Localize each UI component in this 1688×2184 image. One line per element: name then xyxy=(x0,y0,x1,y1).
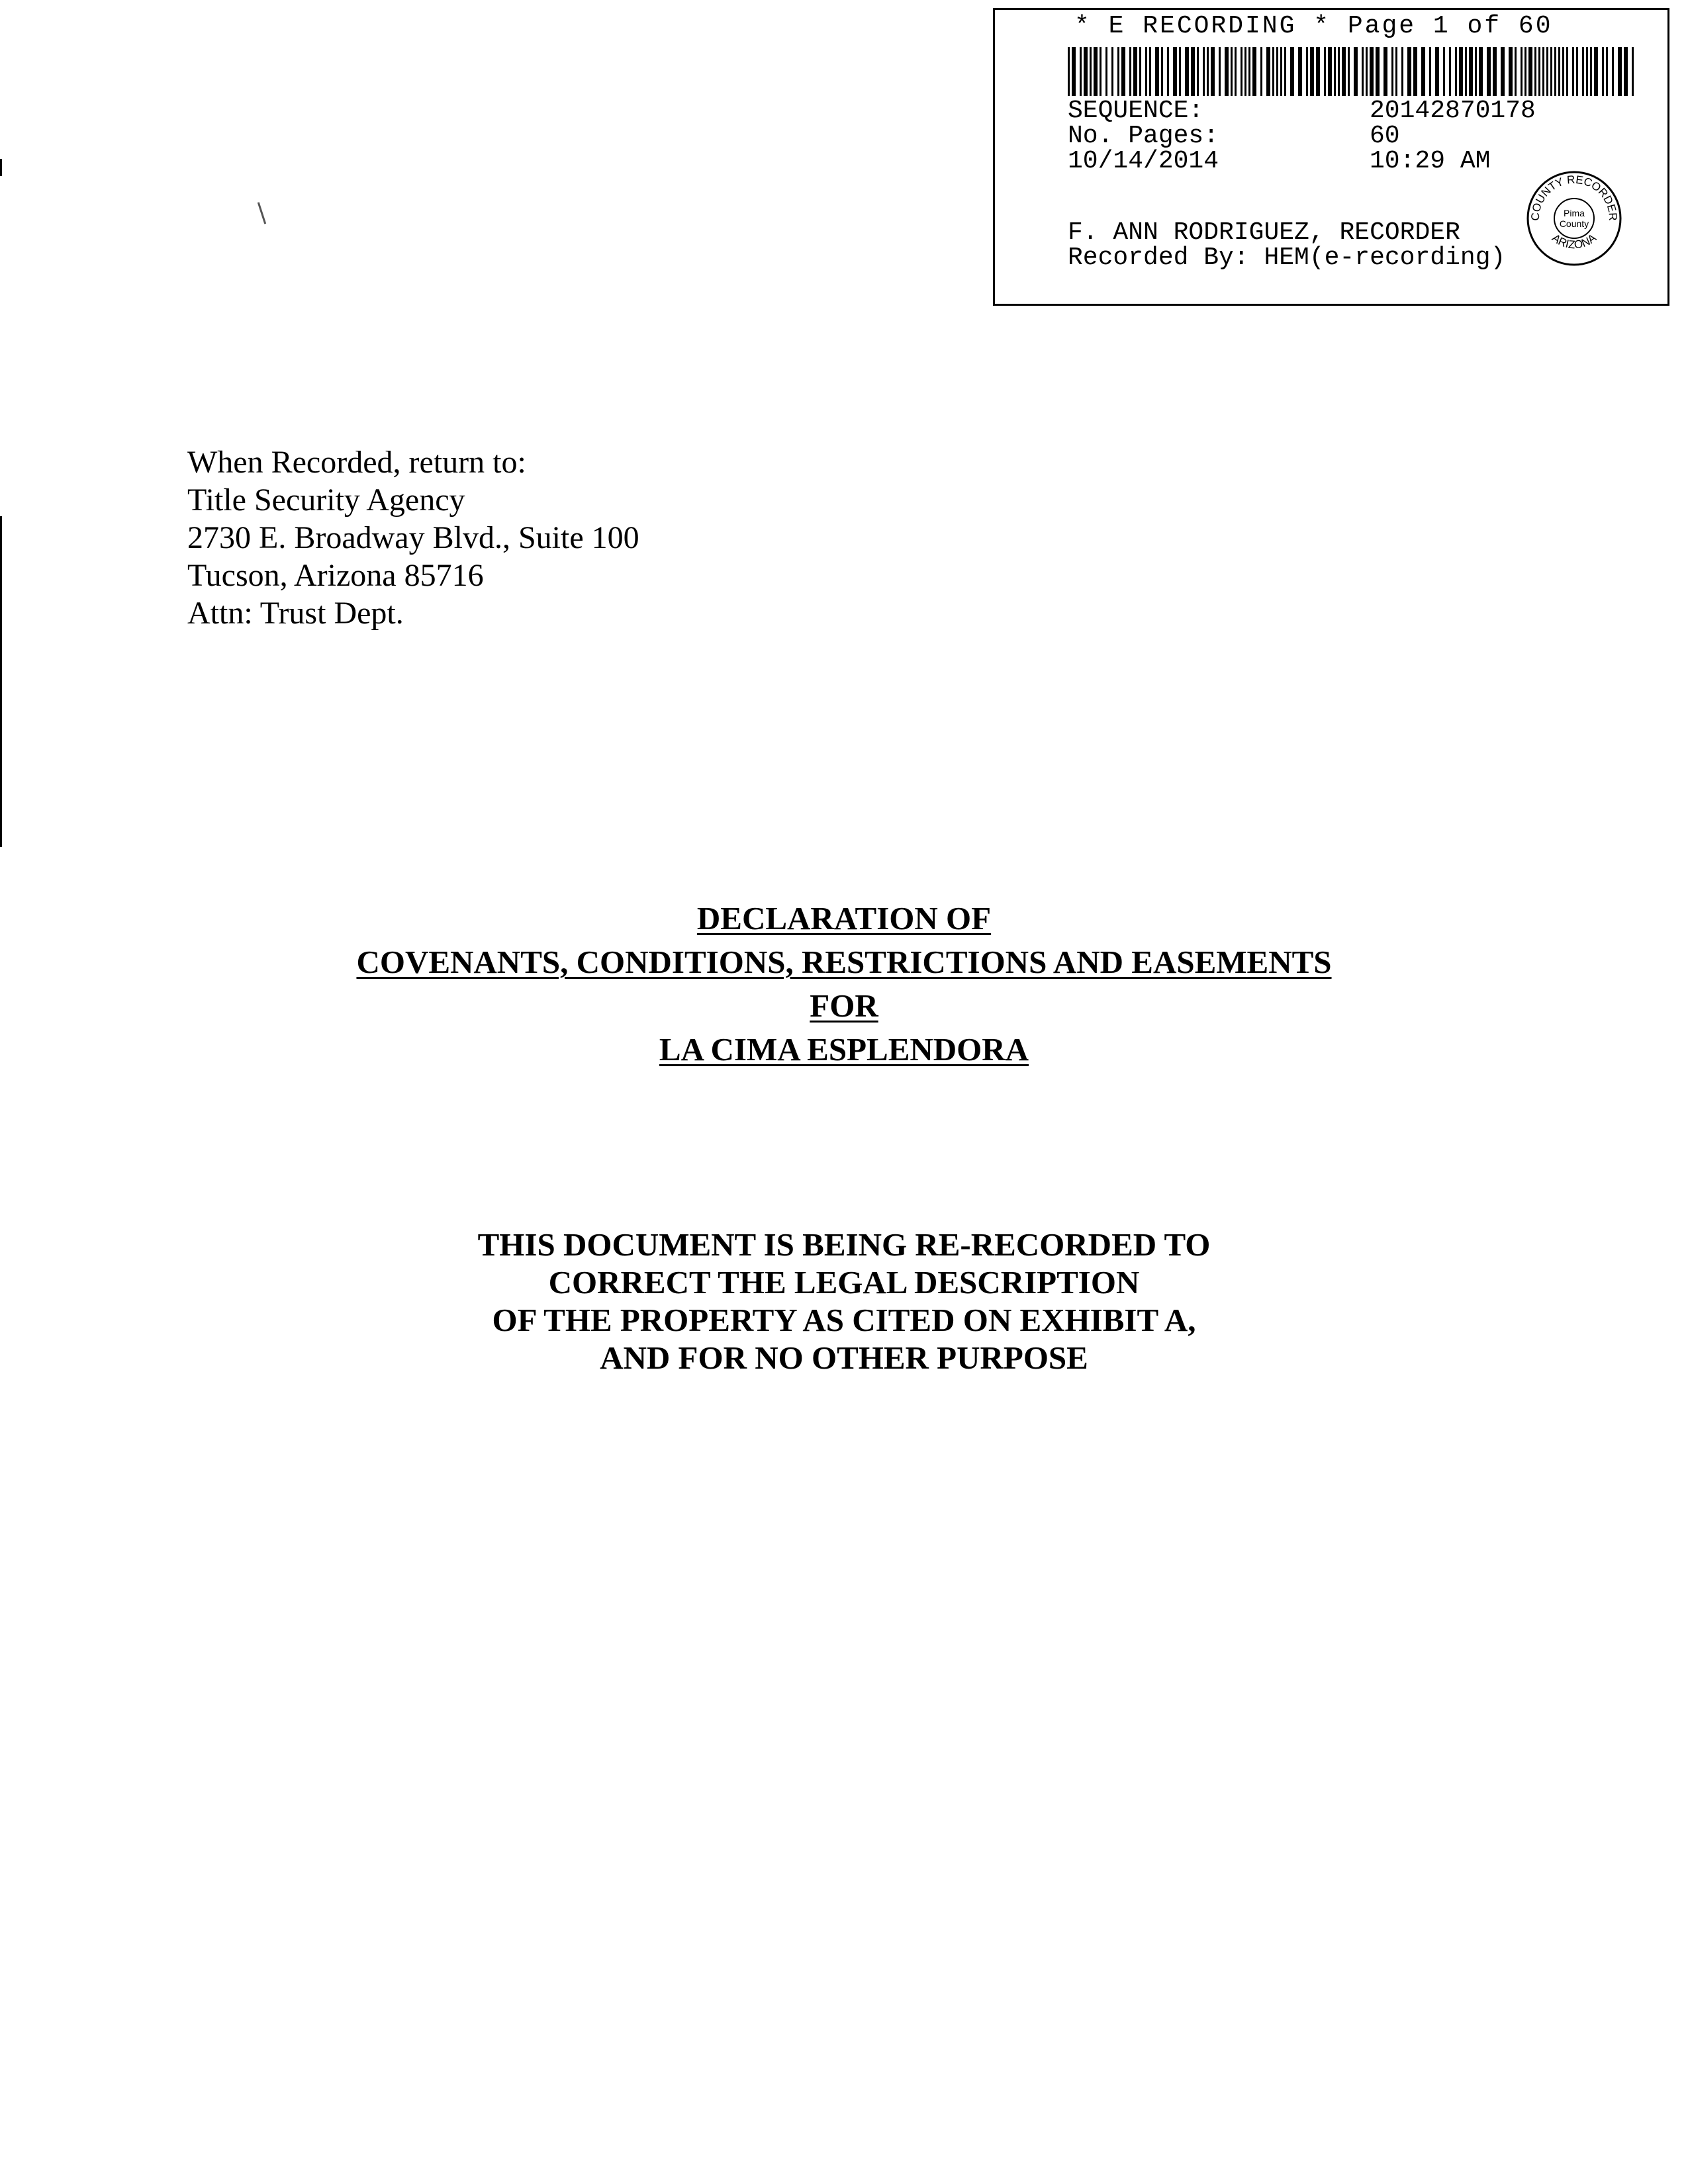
stamp-label: No. Pages: xyxy=(1068,122,1219,150)
barcode-bar xyxy=(1594,47,1598,96)
document-title xyxy=(0,897,1688,1071)
barcode-bar xyxy=(1235,47,1237,96)
barcode-bar xyxy=(1602,47,1604,96)
barcode-bar xyxy=(1572,47,1574,96)
barcode-bar xyxy=(1090,47,1092,96)
barcode-bar xyxy=(1590,47,1592,96)
barcode-bar xyxy=(1310,47,1314,96)
barcode-bar xyxy=(1554,47,1556,96)
stamp-value: 60 xyxy=(1370,122,1400,150)
seal-center-line-1: Pima xyxy=(1564,208,1585,218)
title-line: DECLARATION OF xyxy=(696,900,992,936)
barcode-bar xyxy=(1173,47,1177,96)
recording-stamp xyxy=(993,8,1669,306)
notice-line: CORRECT THE LEGAL DESCRIPTION xyxy=(548,1264,1140,1300)
barcode-bar xyxy=(1211,47,1215,96)
stamp-value: 20142870178 xyxy=(1370,97,1536,125)
barcode-bar xyxy=(1298,47,1302,96)
notice-line: OF THE PROPERTY AS CITED ON EXHIBIT A, xyxy=(492,1302,1196,1338)
barcode-bar xyxy=(1538,47,1540,96)
barcode-bar xyxy=(1276,47,1278,96)
barcode-bar xyxy=(1521,47,1523,96)
barcode-bar xyxy=(1306,47,1308,96)
barcode-bar xyxy=(1342,47,1346,96)
seal-center-line-2: County xyxy=(1559,218,1589,229)
barcode-bar xyxy=(1185,47,1189,96)
barcode-bar xyxy=(1284,47,1286,96)
barcode-bar xyxy=(1465,47,1467,96)
barcode-bar xyxy=(1272,47,1274,96)
barcode-bar xyxy=(1413,47,1417,96)
stamp-row-date xyxy=(1068,149,1490,174)
return-address xyxy=(187,443,639,632)
barcode-bar xyxy=(1121,47,1125,96)
scan-edge-mark xyxy=(0,516,2,847)
barcode-bar xyxy=(1266,47,1270,96)
return-address-line: 2730 E. Broadway Blvd., Suite 100 xyxy=(187,520,639,555)
seal-top-text: COUNTY RECORDER xyxy=(1528,173,1620,221)
stamp-label: SEQUENCE: xyxy=(1068,97,1204,125)
barcode-bar xyxy=(1576,47,1578,96)
stamp-row-pages xyxy=(1068,124,1400,149)
barcode-bar xyxy=(1509,47,1513,96)
barcode-bar xyxy=(1362,47,1364,96)
return-address-line: When Recorded, return to: xyxy=(187,445,526,480)
stamp-header: * E RECORDING * Page 1 of 60 xyxy=(1074,12,1553,40)
barcode-bar xyxy=(1280,47,1282,96)
barcode-bar xyxy=(1435,47,1439,96)
return-address-line: Attn: Trust Dept. xyxy=(187,596,404,631)
barcode-bar xyxy=(1111,47,1113,96)
scan-tick-mark xyxy=(258,202,266,224)
barcode-bar xyxy=(1167,47,1169,96)
barcode-bar xyxy=(1207,47,1209,96)
barcode-bar xyxy=(1487,47,1491,96)
barcode-bar xyxy=(1248,47,1250,96)
return-address-line: Tucson, Arizona 85716 xyxy=(187,558,484,593)
barcode-bar xyxy=(1328,47,1332,96)
scan-edge-mark xyxy=(0,159,2,176)
barcode-bar xyxy=(1179,47,1181,96)
barcode-bar xyxy=(1391,47,1393,96)
barcode-bar xyxy=(1094,47,1098,96)
barcode-bar xyxy=(1534,47,1536,96)
barcode-bar xyxy=(1244,47,1246,96)
notice-line: THIS DOCUMENT IS BEING RE-RECORDED TO xyxy=(477,1226,1211,1263)
stamp-label: 10/14/2014 xyxy=(1068,147,1219,175)
barcode-bar xyxy=(1370,47,1374,96)
barcode-bar xyxy=(1586,47,1588,96)
barcode-bar xyxy=(1117,47,1119,96)
barcode-bar xyxy=(1231,47,1233,96)
barcode-bar xyxy=(1290,47,1294,96)
barcode-bar xyxy=(1624,47,1628,96)
title-line: COVENANTS, CONDITIONS, RESTRICTIONS AND EASEMENTS xyxy=(356,944,1332,980)
barcode-bar xyxy=(1475,47,1477,96)
barcode-bar xyxy=(1080,47,1082,96)
barcode-bar xyxy=(1161,47,1163,96)
barcode-bar xyxy=(1324,47,1326,96)
barcode-bar xyxy=(1459,47,1463,96)
stamp-value: 10:29 AM xyxy=(1370,147,1491,175)
barcode-bar xyxy=(1241,47,1243,96)
barcode-bar xyxy=(1100,47,1102,96)
barcode-bar xyxy=(1203,47,1205,96)
barcode-bar xyxy=(1252,47,1256,96)
barcode-bar xyxy=(1068,47,1070,96)
stamp-row-sequence xyxy=(1068,99,1536,124)
barcode-bar xyxy=(1219,47,1221,96)
barcode-bar xyxy=(1395,47,1397,96)
barcode-bar xyxy=(1562,47,1564,96)
barcode-bar xyxy=(1528,47,1532,96)
barcode-bar xyxy=(1515,47,1517,96)
title-line: LA CIMA ESPLENDORA xyxy=(659,1031,1029,1068)
barcode-bar xyxy=(1632,47,1634,96)
barcode-bar xyxy=(1354,47,1358,96)
barcode-bar xyxy=(1105,47,1107,96)
stamp-recorded-by: Recorded By: HEM(e-recording) xyxy=(1068,244,1506,272)
barcode-bar xyxy=(1366,47,1368,96)
barcode-bar xyxy=(1501,47,1505,96)
barcode-bar xyxy=(1558,47,1560,96)
barcode-bar xyxy=(1524,47,1526,96)
return-address-line: Title Security Agency xyxy=(187,482,465,518)
seal-bottom-text: ARIZONA xyxy=(1549,231,1599,251)
barcode-bar xyxy=(1582,47,1584,96)
barcode-bar xyxy=(1225,47,1229,96)
barcode-bar xyxy=(1443,47,1445,96)
barcode-bar xyxy=(1429,47,1431,96)
barcode-bar xyxy=(1145,47,1147,96)
barcode-bar xyxy=(1546,47,1548,96)
barcode-bar xyxy=(1455,47,1457,96)
barcode-bar xyxy=(1401,47,1403,96)
barcode-bar xyxy=(1606,47,1608,96)
barcode-bar xyxy=(1149,47,1151,96)
barcode-bar xyxy=(1084,47,1088,96)
notice-line: AND FOR NO OTHER PURPOSE xyxy=(600,1340,1088,1376)
barcode-bar xyxy=(1383,47,1387,96)
county-seal-icon xyxy=(1524,169,1624,268)
barcode-bar xyxy=(1334,47,1336,96)
barcode-bar xyxy=(1469,47,1473,96)
re-recording-notice xyxy=(0,1226,1688,1377)
barcode-bar xyxy=(1618,47,1622,96)
barcode-bar xyxy=(1612,47,1614,96)
barcode-bar xyxy=(1260,47,1262,96)
barcode-bar xyxy=(1072,47,1076,96)
barcode-bar xyxy=(1316,47,1320,96)
title-line: FOR xyxy=(810,987,878,1024)
barcode-bar xyxy=(1376,47,1380,96)
barcode-bar xyxy=(1129,47,1131,96)
barcode-bar xyxy=(1133,47,1137,96)
barcode-bar xyxy=(1421,47,1425,96)
barcode-bar xyxy=(1566,47,1568,96)
barcode-bar xyxy=(1191,47,1195,96)
barcode-bar xyxy=(1197,47,1199,96)
barcode-bar xyxy=(1542,47,1544,96)
barcode-bar xyxy=(1479,47,1483,96)
barcode-bar xyxy=(1338,47,1340,96)
barcode-bar xyxy=(1348,47,1350,96)
barcode xyxy=(1068,47,1636,96)
barcode-bar xyxy=(1449,47,1451,96)
barcode-bar xyxy=(1493,47,1497,96)
stamp-recorder: F. ANN RODRIGUEZ, RECORDER xyxy=(1068,218,1460,247)
barcode-bar xyxy=(1550,47,1552,96)
barcode-bar xyxy=(1155,47,1159,96)
barcode-bar xyxy=(1407,47,1411,96)
barcode-bar xyxy=(1139,47,1141,96)
